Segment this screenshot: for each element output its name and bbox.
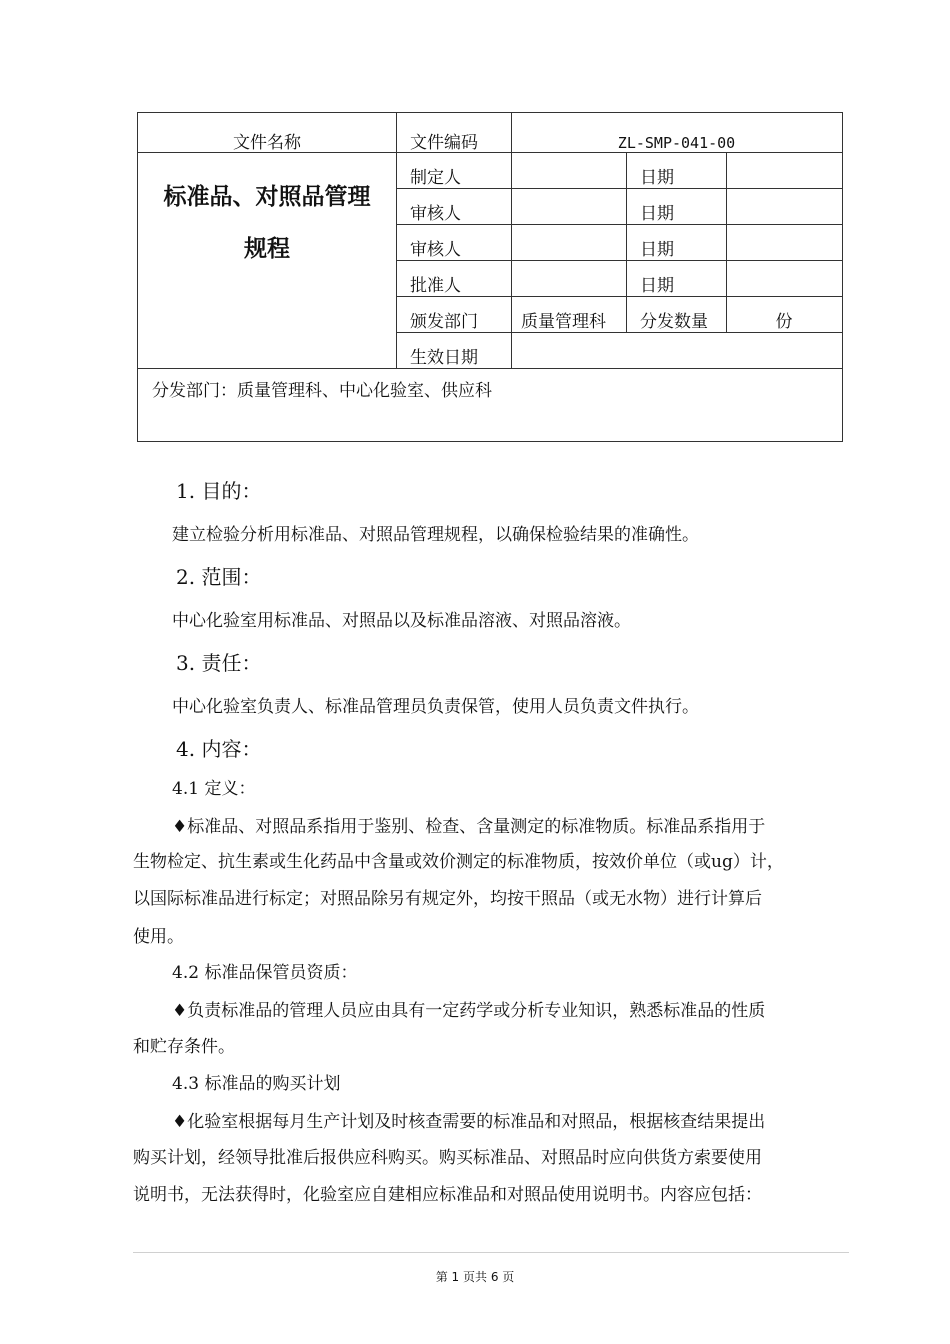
paragraph-line: ♦负责标准品的管理人员应由具有一定药学或分析专业知识，熟悉标准品的性质 [172,1001,766,1021]
page-number: 第 1 页共 6 页 [435,1270,515,1284]
date-label: 日期 [640,276,674,296]
section-4-title: 4. 内容： [176,737,262,761]
paragraph-line: ♦化验室根据每月生产计划及时核查需要的标准品和对照品，根据核查结果提出 [172,1112,766,1132]
drafter-label: 制定人 [410,168,461,188]
table-rule [396,188,842,189]
document-title-line2: 规程 [244,236,290,262]
date-label: 日期 [640,240,674,260]
reviewer1-label: 审核人 [410,204,461,224]
paragraph-line: 和贮存条件。 [133,1037,235,1057]
date-label: 日期 [640,168,674,188]
table-rule [396,224,842,225]
reviewer2-label: 审核人 [410,240,461,260]
section-2-text: 中心化验室用标准品、对照品以及标准品溶液、对照品溶液。 [172,611,631,631]
section-2-title: 2. 范围： [176,565,262,589]
paragraph-line: 说明书，无法获得时，化验室应自建相应标准品和对照品使用说明书。内容应包括： [133,1185,762,1205]
section-4-3-title: 4.3 标准品的购买计划 [172,1074,341,1094]
paragraph-line: 生物检定、抗生素或生化药品中含量或效价测定的标准物质，按效价单位（或ug）计， [133,852,784,872]
paragraph-line: 购买计划，经领导批准后报供应科购买。购买标准品、对照品时应向供货方索要使用 [133,1148,762,1168]
paragraph-line: ♦标准品、对照品系指用于鉴别、检查、含量测定的标准物质。标准品系指用于 [172,817,766,837]
table-rule [396,296,842,297]
distribution-depts: 分发部门：质量管理科、中心化验室、供应科 [152,381,492,401]
table-rule [396,113,397,368]
section-3-text: 中心化验室负责人、标准品管理员负责保管，使用人员负责文件执行。 [172,697,699,717]
date-label: 日期 [640,204,674,224]
footer-divider [133,1252,849,1253]
doc-name-label: 文件名称 [233,133,301,153]
table-rule [726,152,727,332]
copies-unit: 份 [775,312,793,332]
paragraph-line: 以国际标准品进行标定；对照品除另有规定外，均按干照品（或无水物）进行计算后 [133,889,762,909]
issue-dept-label: 颁发部门 [410,312,478,332]
section-1-title: 1. 目的： [176,479,262,503]
table-rule [626,152,627,332]
document-title-line1: 标准品、对照品管理 [163,184,371,210]
effective-date-label: 生效日期 [410,348,478,368]
issue-dept: 质量管理科 [521,312,606,332]
doc-code-label: 文件编码 [410,133,478,153]
approver-label: 批准人 [410,276,461,296]
section-4-2-title: 4.2 标准品保管员资质： [172,963,358,983]
section-3-title: 3. 责任： [176,651,262,675]
section-1-text: 建立检验分析用标准品、对照品管理规程，以确保检验结果的准确性。 [172,525,699,545]
table-rule [138,368,842,369]
paragraph-line: 使用。 [133,927,184,947]
table-rule [396,260,842,261]
table-rule [396,332,842,333]
copies-label: 分发数量 [640,312,708,332]
document-header-table [137,112,843,442]
doc-code: ZL-SMP-041-00 [617,134,736,152]
section-4-1-title: 4.1 定义： [172,779,256,799]
